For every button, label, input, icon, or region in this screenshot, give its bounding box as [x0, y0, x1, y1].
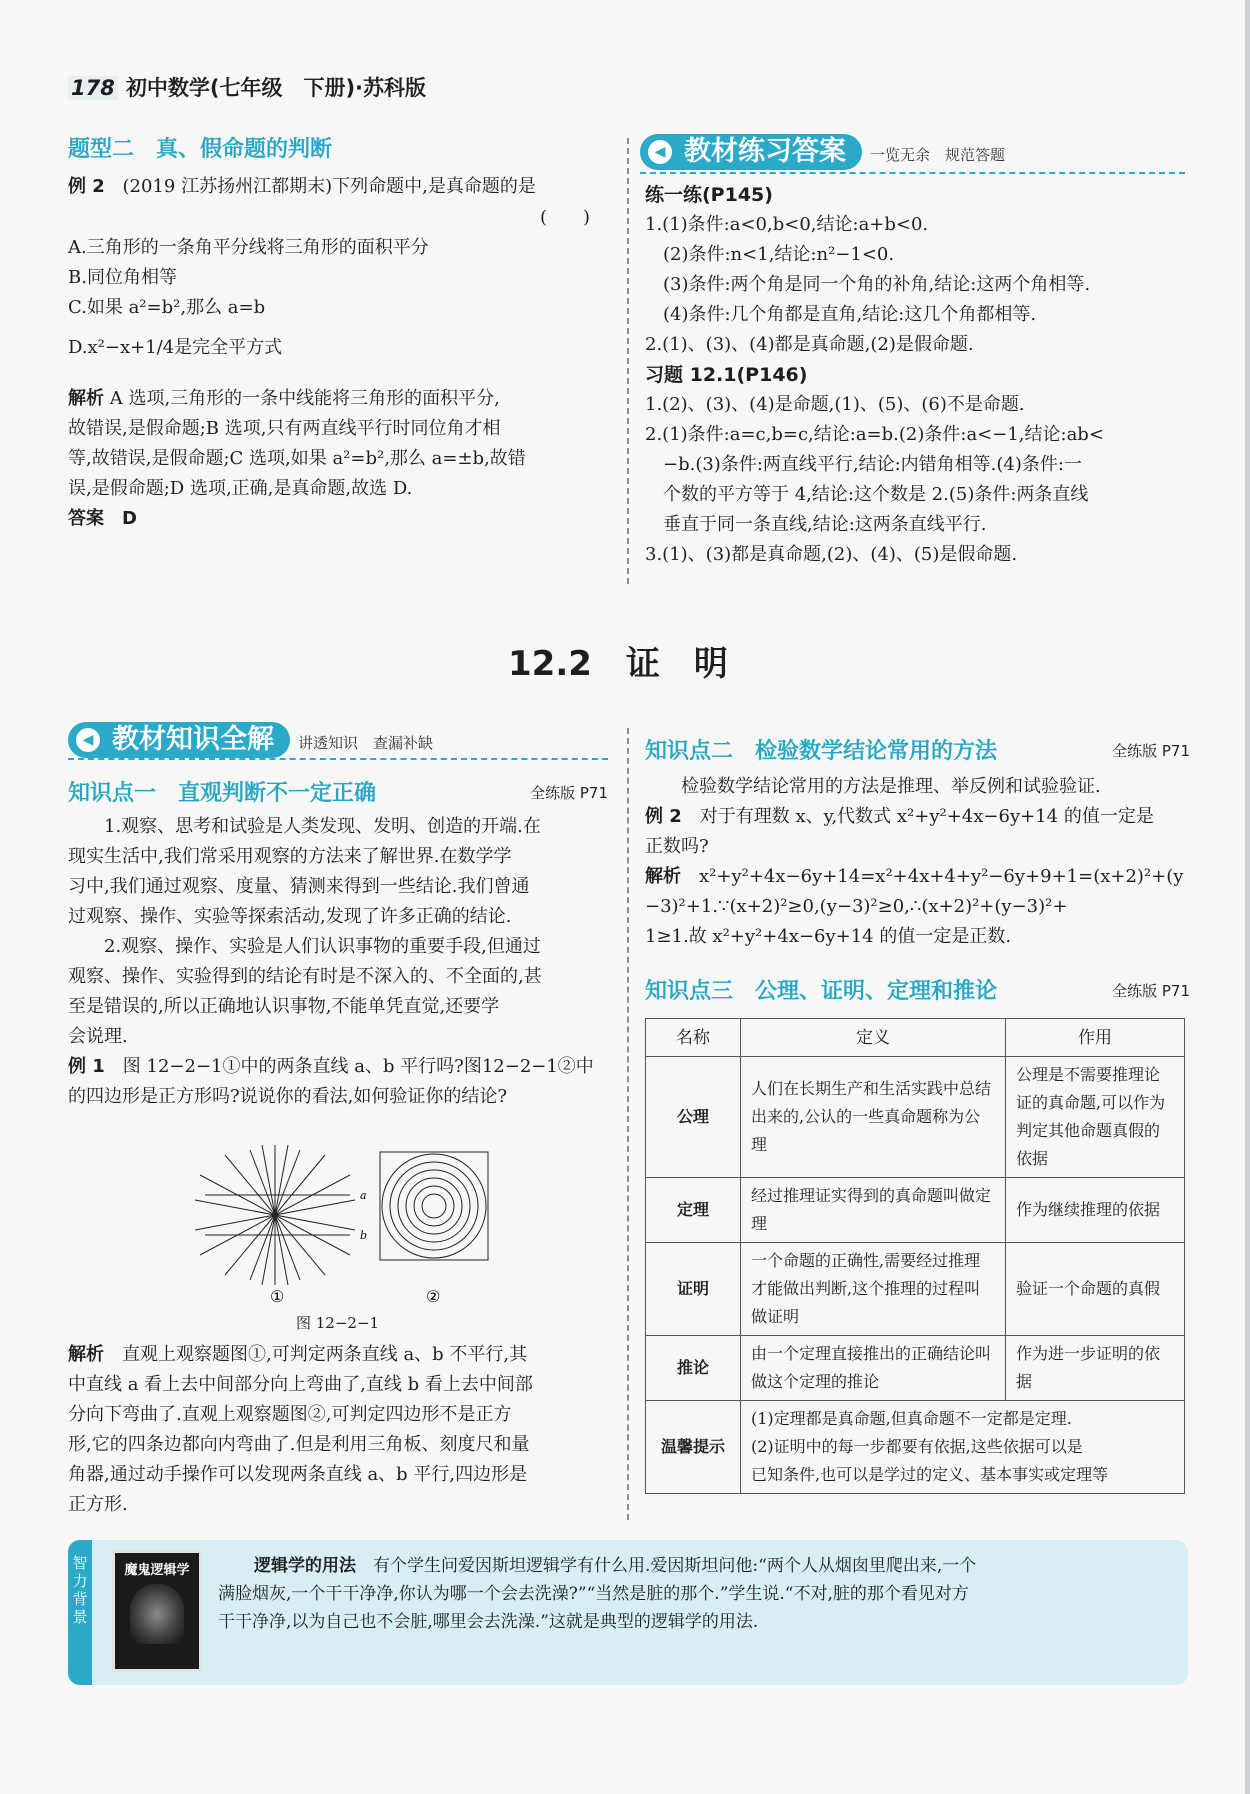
fig-num-1: ①: [270, 1287, 285, 1306]
para-line: 至是错误的,所以正确地认识事物,不能单凭直觉,还要学: [68, 996, 500, 1017]
banner-subtitle: 一览无余 规范答题: [870, 146, 1006, 164]
fig-label-b: b: [360, 1229, 368, 1242]
answer-value: D: [122, 508, 137, 529]
analysis-line: 1≥1.故 x²+y²+4x−6y+14 的值一定是正数.: [645, 926, 1012, 947]
answer-blank: ( ): [540, 207, 591, 228]
analysis-line: 中直线 a 看上去中间部分向上弯曲了,直线 b 看上去中间部: [68, 1374, 533, 1395]
answer-line: −b.(3)条件:两直线平行,结论:内错角相等.(4)条件:一: [663, 454, 1082, 475]
banner-underline: [640, 172, 1185, 174]
option-a: A.三角形的一条角平分线将三角形的面积平分: [68, 237, 429, 258]
ex1-line: 图 12−2−1①中的两条直线 a、b 平行吗?图12−2−1②中: [122, 1056, 594, 1077]
page-number: 178: [68, 76, 118, 100]
analysis-line: 形,它的四条边都向内弯曲了.但是利用三角板、刻度尺和量: [68, 1434, 530, 1455]
analysis-line: 等,故错误,是假命题;C 选项,如果 a²=b²,那么 a=±b,故错: [68, 448, 526, 469]
answer-line: (2)条件:n<1,结论:n²−1<0.: [663, 244, 895, 265]
story-line: 有个学生问爱因斯坦逻辑学有什么用.爱因斯坦问他:“两个人从烟囱里爬出来,一个: [373, 1556, 977, 1576]
answer-line: 2.(1)条件:a=c,b=c,结论:a=b.(2)条件:a<−1,结论:ab<: [645, 424, 1104, 445]
analysis-line: A 选项,三角形的一条中线能将三角形的面积平分,: [109, 388, 500, 409]
page-header: [68, 72, 426, 102]
row-use: 作为继续推理的依据: [1006, 1178, 1185, 1243]
kp2-title: 知识点二 检验数学结论常用的方法: [645, 739, 998, 764]
analysis-label: 解析: [68, 1344, 104, 1365]
section-title: 题型二 真、假命题的判断: [68, 137, 333, 162]
answer-line: 垂直于同一条直线,结论:这两条直线平行.: [663, 514, 987, 535]
analysis-line: −3)²+1.∵(x+2)²≥0,(y−3)²≥0,∴(x+2)²+(y−3)²+: [645, 896, 1068, 917]
table-row: [646, 1057, 1185, 1178]
book-cover-title: 魔鬼逻辑学: [124, 1563, 190, 1578]
knowledge-banner: [68, 722, 433, 758]
kp1-analysis: [68, 1340, 608, 1520]
tip-content: [741, 1401, 1185, 1494]
table-row: [646, 1243, 1185, 1336]
para-line: 现实生活中,我们常采用观察的方法来了解世界.在数学学: [68, 846, 512, 867]
analysis-block: [68, 384, 608, 534]
ex2-line: 对于有理数 x、y,代数式 x²+y²+4x−6y+14 的值一定是: [699, 806, 1154, 827]
side-label: 智力背景: [68, 1540, 92, 1685]
option-b: B.同位角相等: [68, 267, 177, 288]
kp2-body: [645, 772, 1190, 952]
option-c: C.如果 a²=b²,那么 a=b: [68, 297, 266, 318]
para-line: 习中,我们通过观察、度量、猜测来得到一些结论.我们曾通: [68, 876, 530, 897]
table-header-row: [646, 1019, 1185, 1057]
story-title: 逻辑学的用法: [254, 1556, 356, 1576]
tip-name: 温馨提示: [646, 1401, 741, 1494]
fig-num-2: ②: [426, 1287, 441, 1306]
analysis-label: 解析: [68, 388, 104, 409]
speaker-icon: ◀: [648, 140, 672, 164]
banner-underline: [68, 758, 608, 760]
answers-banner: [640, 134, 1005, 170]
analysis-line: x²+y²+4x−6y+14=x²+4x+4+y²−6y+9+1=(x+2)²+(y: [699, 866, 1184, 887]
analysis-line: 正方形.: [68, 1494, 128, 1515]
kp3-heading: [645, 974, 1190, 1005]
analysis-line: 直观上观察题图①,可判定两条直线 a、b 不平行,其: [122, 1344, 528, 1365]
answer-line: 1.(2)、(3)、(4)是命题,(1)、(5)、(6)不是命题.: [645, 394, 1025, 415]
kp2-ref: 全练版 P71: [1112, 742, 1190, 760]
table-header: 名称: [646, 1019, 741, 1057]
book-title: 初中数学(七年级 下册)·苏科版: [125, 76, 427, 100]
banner-title: 教材练习答案: [684, 136, 846, 167]
banner-subtitle: 讲透知识 查漏补缺: [298, 734, 434, 752]
story-line: 满脸烟灰,一个干干净净,你认为哪一个会去洗澡?”“当然是脏的那个.”学生说.“不对,脏的那个看见对方: [218, 1584, 969, 1604]
example-2-question: [68, 172, 603, 202]
kp1-body: [68, 812, 608, 1112]
row-definition: 人们在长期生产和生活实践中总结出来的,公认的一些真命题称为公理: [741, 1057, 1006, 1178]
row-name: 定理: [646, 1178, 741, 1243]
option-d: D.x²−x+1/4是完全平方式: [68, 337, 283, 358]
column-divider: [627, 138, 629, 584]
answer-line: (3)条件:两个角是同一个角的补角,结论:这两个角相等.: [663, 274, 1091, 295]
story-line: 干干净净,以为自己也不会脏,哪里会去洗澡.”这就是典型的逻辑学的用法.: [218, 1612, 759, 1632]
table-tip-row: [646, 1401, 1185, 1494]
tip-line: 已知条件,也可以是学过的定义、基本事实或定理等: [751, 1465, 1109, 1484]
example-label: 例 2: [645, 806, 682, 827]
background-story-box: [68, 1540, 1188, 1685]
example-label: 例 1: [68, 1056, 105, 1077]
answer-line: 2.(1)、(3)、(4)都是真命题,(2)是假命题.: [645, 334, 974, 355]
figure-2-concentric-square: [380, 1152, 488, 1260]
answer-line: 1.(1)条件:a<0,b<0,结论:a+b<0.: [645, 214, 929, 235]
para-line: 1.观察、思考和试验是人类发现、发明、创造的开端.在: [104, 816, 541, 837]
analysis-label: 解析: [645, 866, 681, 887]
para-line: 2.观察、操作、实验是人们认识事物的重要手段,但通过: [104, 936, 541, 957]
chapter-title: 12.2 证 明: [508, 644, 728, 684]
para-line: 会说理.: [68, 1026, 128, 1047]
example-text: (2019 江苏扬州江都期末)下列命题中,是真命题的是: [122, 176, 536, 197]
banner-title: 教材知识全解: [112, 724, 274, 755]
analysis-line: 角器,通过动手操作可以发现两条直线 a、b 平行,四边形是: [68, 1464, 528, 1485]
analysis-line: 误,是假命题;D 选项,正确,是真命题,故选 D.: [68, 478, 413, 499]
ex1-line: 的四边形是正方形吗?说说你的看法,如何验证你的结论?: [68, 1086, 508, 1107]
para-line: 观察、操作、实验得到的结论有时是不深入的、不全面的,甚: [68, 966, 542, 987]
row-name: 证明: [646, 1243, 741, 1336]
kp1-heading: [68, 776, 608, 807]
para-line: 过观察、操作、实验等探索活动,发现了许多正确的结论.: [68, 906, 512, 927]
column-divider: [627, 728, 629, 1520]
answer-line: 个数的平方等于 4,结论:这个数是 2.(5)条件:两条直线: [663, 484, 1089, 505]
concept-table: [645, 1018, 1185, 1494]
row-use: 公理是不需要推理论证的真命题,可以作为判定其他命题真假的依据: [1006, 1057, 1185, 1178]
row-use: 验证一个命题的真假: [1006, 1243, 1185, 1336]
ex2-line: 正数吗?: [645, 836, 709, 857]
answer-line: 3.(1)、(3)都是真命题,(2)、(4)、(5)是假命题.: [645, 544, 1018, 565]
table-header: 作用: [1006, 1019, 1185, 1057]
tip-line: (1)定理都是真命题,但真命题不一定都是定理.: [751, 1409, 1072, 1428]
row-definition: 经过推理证实得到的真命题叫做定理: [741, 1178, 1006, 1243]
analysis-line: 故错误,是假命题;B 选项,只有两直线平行时同位角才相: [68, 418, 501, 439]
row-definition: 由一个定理直接推出的正确结论叫做这个定理的推论: [741, 1336, 1006, 1401]
analysis-line: 分向下弯曲了.直观上观察题图②,可判定四边形不是正方: [68, 1404, 512, 1425]
table-row: [646, 1336, 1185, 1401]
figure-12-2-1: [180, 1130, 520, 1310]
figure-caption: 图 12−2−1: [296, 1314, 380, 1332]
practice-answers: [645, 180, 1190, 570]
example-label: 例 2: [68, 176, 105, 197]
row-definition: 一个命题的正确性,需要经过推理才能做出判断,这个推理的过程叫做证明: [741, 1243, 1006, 1336]
fig-label-a: a: [360, 1189, 367, 1202]
row-use: 作为进一步证明的依据: [1006, 1336, 1185, 1401]
options-list: [68, 233, 608, 363]
figure-1-radial-lines: [195, 1145, 355, 1285]
kp3-ref: 全练版 P71: [1112, 982, 1190, 1000]
kp1-ref: 全练版 P71: [530, 784, 608, 802]
p145-title: 练一练(P145): [645, 184, 773, 206]
kp2-heading: [645, 734, 1190, 765]
row-name: 推论: [646, 1336, 741, 1401]
tip-line: (2)证明中的每一步都要有依据,这些依据可以是: [751, 1437, 1083, 1456]
book-cover-image: [112, 1550, 202, 1672]
speaker-icon: ◀: [76, 728, 100, 752]
kp3-title: 知识点三 公理、证明、定理和推论: [645, 979, 998, 1004]
row-name: 公理: [646, 1057, 741, 1178]
p146-title: 习题 12.1(P146): [645, 364, 808, 386]
answer-label: 答案: [68, 508, 104, 529]
kp2-text: 检验数学结论常用的方法是推理、举反例和试验验证.: [681, 776, 1101, 797]
table-header: 定义: [741, 1019, 1006, 1057]
kp1-title: 知识点一 直观判断不一定正确: [68, 781, 377, 806]
answer-line: (4)条件:几个角都是直角,结论:这几个角都相等.: [663, 304, 1037, 325]
face-illustration-icon: [130, 1584, 184, 1644]
table-row: [646, 1178, 1185, 1243]
story-text: [218, 1552, 1173, 1636]
